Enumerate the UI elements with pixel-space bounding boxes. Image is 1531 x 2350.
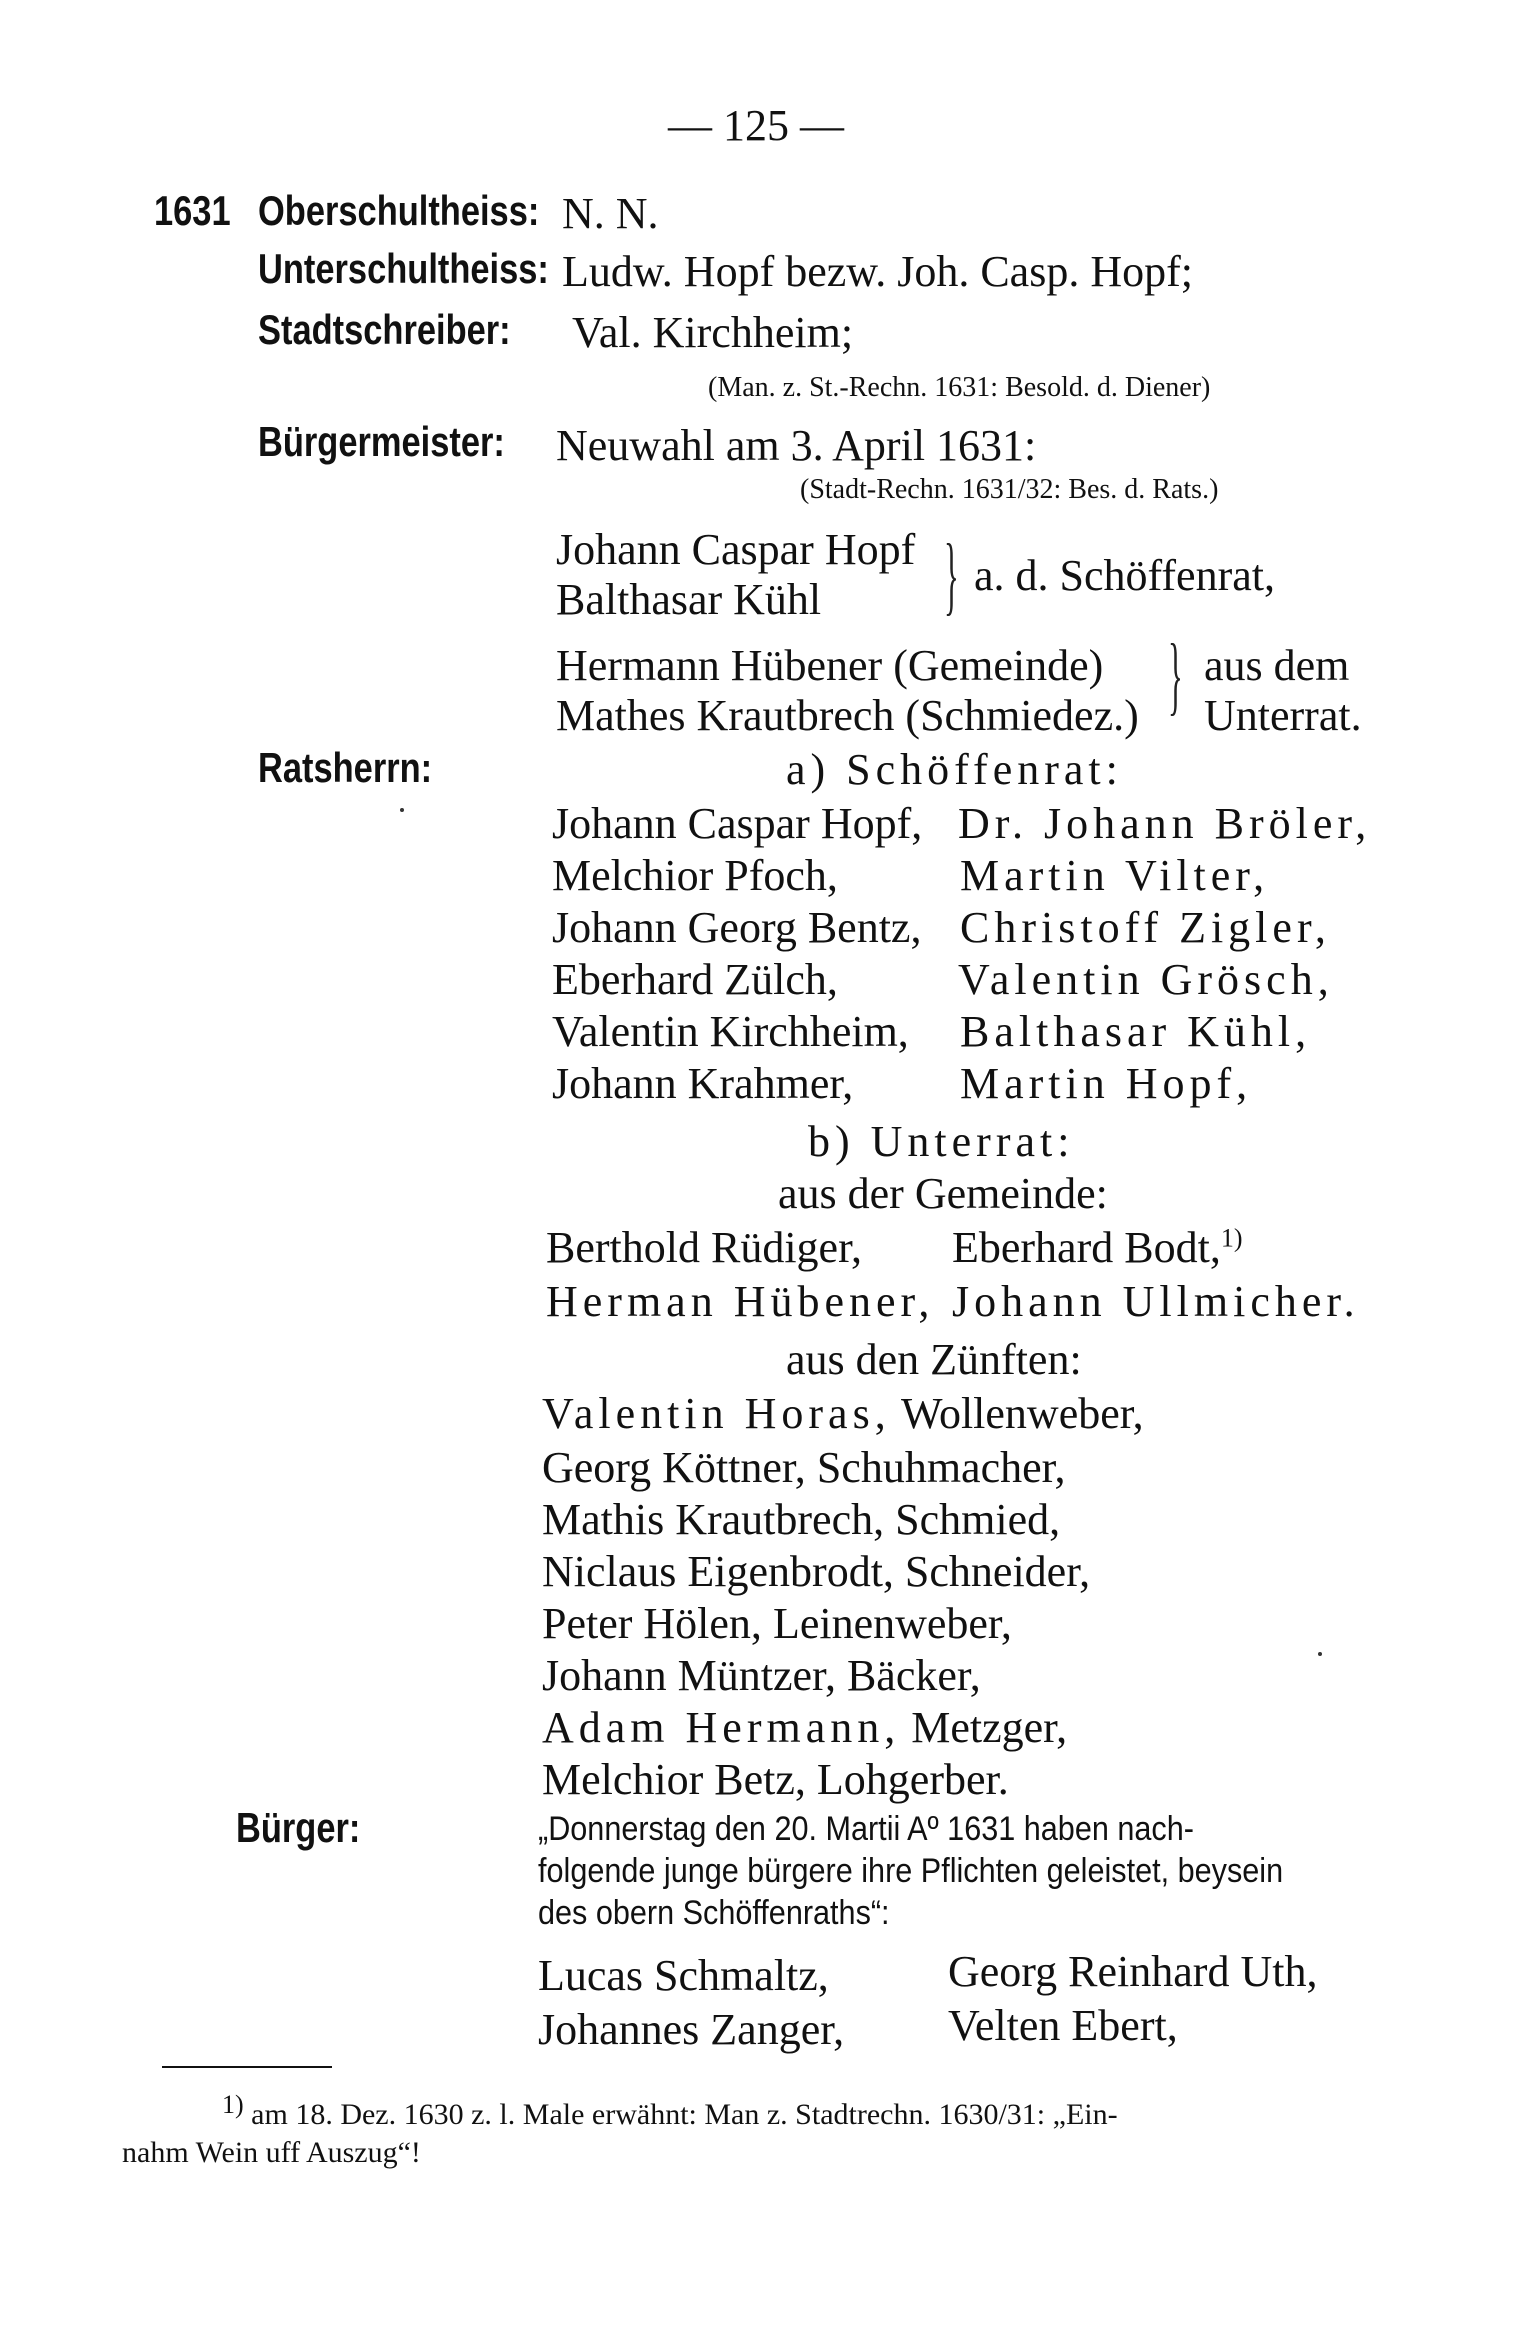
schoeffenrat-member: Martin Vilter,	[960, 851, 1270, 900]
schoeffenrat-member: Balthasar Kühl,	[960, 1007, 1312, 1056]
buerger-label: Bürger:	[236, 1804, 361, 1851]
buerger-quote-line: „Donnerstag den 20. Martii Aº 1631 haben nach-	[538, 1810, 1194, 1848]
zunft-member: Johann Müntzer, Bäcker,	[542, 1651, 981, 1700]
schoeffenrat-member: Johann Georg Bentz,	[552, 903, 922, 952]
buerger-quote-line: folgende junge bürgere ihre Pflichten geleistet, beysein	[538, 1852, 1284, 1890]
buergermeister-name: Hermann Hübener (Gemeinde)	[556, 641, 1104, 690]
ink-speck	[400, 808, 404, 812]
zunft-member: Niclaus Eigenbrodt, Schneider,	[542, 1547, 1091, 1596]
schoeffenrat-heading: a) Schöffenrat:	[786, 745, 1123, 794]
oberschultheiss-label: Oberschultheiss:	[258, 187, 540, 234]
unterschultheiss-value: Ludw. Hopf bezw. Joh. Casp. Hopf;	[562, 247, 1193, 296]
zunft-member: Mathis Krautbrech, Schmied,	[542, 1495, 1061, 1544]
gemeinde-member: Berthold Rüdiger,	[546, 1223, 862, 1272]
footnote-line: nahm Wein uff Auszug“!	[122, 2136, 421, 2169]
schoeffenrat-member: Johann Krahmer,	[552, 1059, 854, 1108]
schoeffenrat-member: Dr. Johann Bröler,	[958, 799, 1372, 848]
ratsherrn-label: Ratsherrn:	[258, 744, 433, 791]
zunft-member: Peter Hölen, Leinenweber,	[542, 1599, 1012, 1648]
brace-symbol: }	[1168, 627, 1183, 724]
schoeffenrat-member: Melchior Pfoch,	[552, 851, 838, 900]
zunft-member: Georg Köttner, Schuhmacher,	[542, 1443, 1066, 1492]
schoeffenrat-member: Valentin Kirchheim,	[552, 1007, 909, 1056]
buerger-name: Lucas Schmaltz,	[538, 1951, 829, 2000]
gemeinde-member: Johann Ullmicher.	[952, 1277, 1360, 1326]
buergermeister-name: Johann Caspar Hopf	[556, 525, 916, 574]
buerger-quote-line: des obern Schöffenraths“:	[538, 1894, 890, 1932]
buergermeister-label: Bürgermeister:	[258, 418, 505, 465]
schoeffenrat-member: Martin Hopf,	[960, 1059, 1253, 1108]
unterschultheiss-label: Unterschultheiss:	[258, 245, 549, 292]
buergermeister-note: Unterrat.	[1204, 691, 1362, 740]
unterrat-heading: b) Unterrat:	[808, 1117, 1075, 1166]
schoeffenrat-member: Johann Caspar Hopf,	[552, 799, 923, 848]
oberschultheiss-value: N. N.	[562, 189, 659, 238]
stadtschreiber-source: (Man. z. St.-Rechn. 1631: Besold. d. Diener)	[708, 372, 1211, 403]
ink-speck	[1318, 1652, 1322, 1656]
zunft-member: Adam Hermann, Metzger,	[542, 1703, 1068, 1752]
footnote-line: $^{1)}$ am 18. Dez. 1630 z. l. Male erwähnt: Man z. Stadtrechn. 1630/31: „Ein-	[222, 2090, 1118, 2131]
buergermeister-name: Balthasar Kühl	[556, 575, 822, 624]
buerger-name: Johannes Zanger,	[538, 2005, 845, 2054]
footnote-marker: 1)	[222, 2090, 244, 2119]
schoeffenrat-member: Christoff Zigler,	[960, 903, 1331, 952]
gemeinde-member: Herman Hübener,	[546, 1277, 935, 1326]
buergermeister-note: aus dem	[1204, 641, 1350, 690]
buerger-name: Georg Reinhard Uth,	[948, 1947, 1318, 1996]
stadtschreiber-label: Stadtschreiber:	[258, 306, 511, 353]
brace-symbol: }	[944, 527, 959, 624]
stadtschreiber-value: Val. Kirchheim;	[572, 308, 854, 357]
year-label: 1631	[154, 187, 231, 234]
buergermeister-value: Neuwahl am 3. April 1631:	[556, 421, 1037, 470]
buergermeister-note: a. d. Schöffenrat,	[974, 551, 1275, 600]
zunft-member: Melchior Betz, Lohgerber.	[542, 1755, 1009, 1804]
zunft-member: Valentin Horas, Wollenweber,	[542, 1389, 1144, 1438]
page-number: — 125 —	[668, 101, 844, 150]
gemeinde-heading: aus der Gemeinde:	[778, 1169, 1108, 1218]
schoeffenrat-member: Eberhard Zülch,	[552, 955, 838, 1004]
schoeffenrat-member: Valentin Grösch,	[958, 955, 1334, 1004]
buerger-name: Velten Ebert,	[948, 2001, 1178, 2050]
gemeinde-member: Eberhard Bodt,$^{1)}$	[952, 1223, 1243, 1272]
buergermeister-name: Mathes Krautbrech (Schmiedez.)	[556, 691, 1139, 740]
footnote-reference: 1)	[1220, 1223, 1243, 1253]
footnote-rule	[162, 2066, 332, 2068]
buergermeister-source: (Stadt-Rechn. 1631/32: Bes. d. Rats.)	[800, 474, 1219, 505]
zuenfte-heading: aus den Zünften:	[786, 1335, 1082, 1384]
